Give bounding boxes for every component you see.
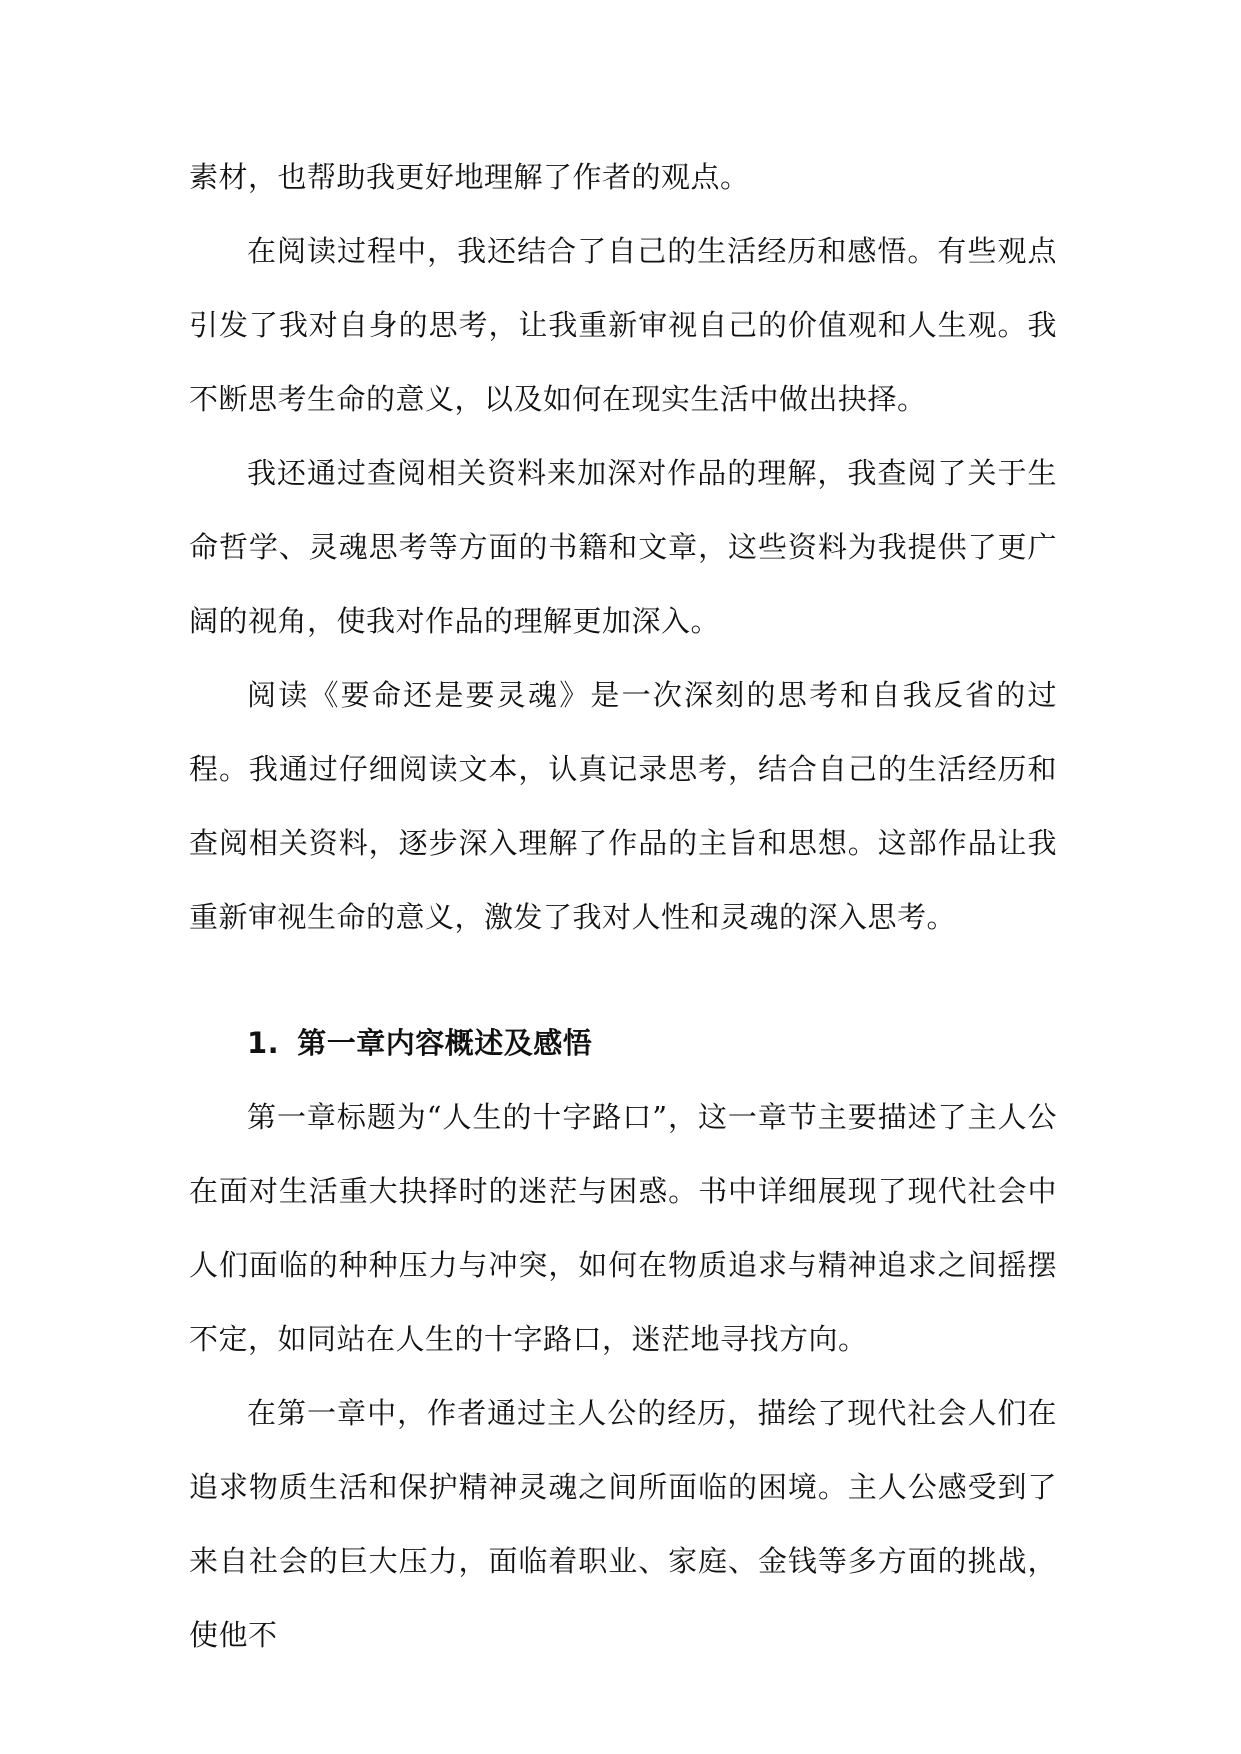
paragraph: 在第一章中，作者通过主人公的经历，描绘了现代社会人们在追求物质生活和保护精神灵魂之间所面临的困境。主人公感受到了来自社会的巨大压力，面临着职业、家庭、金钱等多方面的挑战，使他不 xyxy=(189,1396,1057,1652)
paragraph: 我还通过查阅相关资料来加深对作品的理解，我查阅了关于生命哲学、灵魂思考等方面的书籍和文章，这些资料为我提供了更广阔的视角，使我对作品的理解更加深入。 xyxy=(189,456,1057,638)
section-title: 第一章内容概述及感悟 xyxy=(297,1026,593,1060)
paragraph-continuation: 素材，也帮助我更好地理解了作者的观点。 xyxy=(189,160,750,194)
paragraph: 阅读《要命还是要灵魂》是一次深刻的思考和自我反省的过程。我通过仔细阅读文本，认真记录思考，结合自己的生活经历和查阅相关资料，逐步深入理解了作品的主旨和思想。这部作品让我重新审视生命的意义，激发了我对人性和灵魂的深入思考。 xyxy=(189,678,1057,934)
section-heading xyxy=(189,1006,1057,1080)
paragraph: 第一章标题为“人生的十字路口”，这一章节主要描述了主人公在面对生活重大抉择时的迷茫与困惑。书中详细展现了现代社会中人们面临的种种压力与冲突，如何在物质追求与精神追求之间摇摆不定，如同站在人生的十字路口，迷茫地寻找方向。 xyxy=(189,1100,1057,1356)
paragraph: 在阅读过程中，我还结合了自己的生活经历和感悟。有些观点引发了我对自身的思考，让我重新审视自己的价值观和人生观。我不断思考生命的意义，以及如何在现实生活中做出抉择。 xyxy=(189,234,1057,416)
section-number: 1. xyxy=(247,1026,280,1060)
document-body xyxy=(189,140,1057,1672)
